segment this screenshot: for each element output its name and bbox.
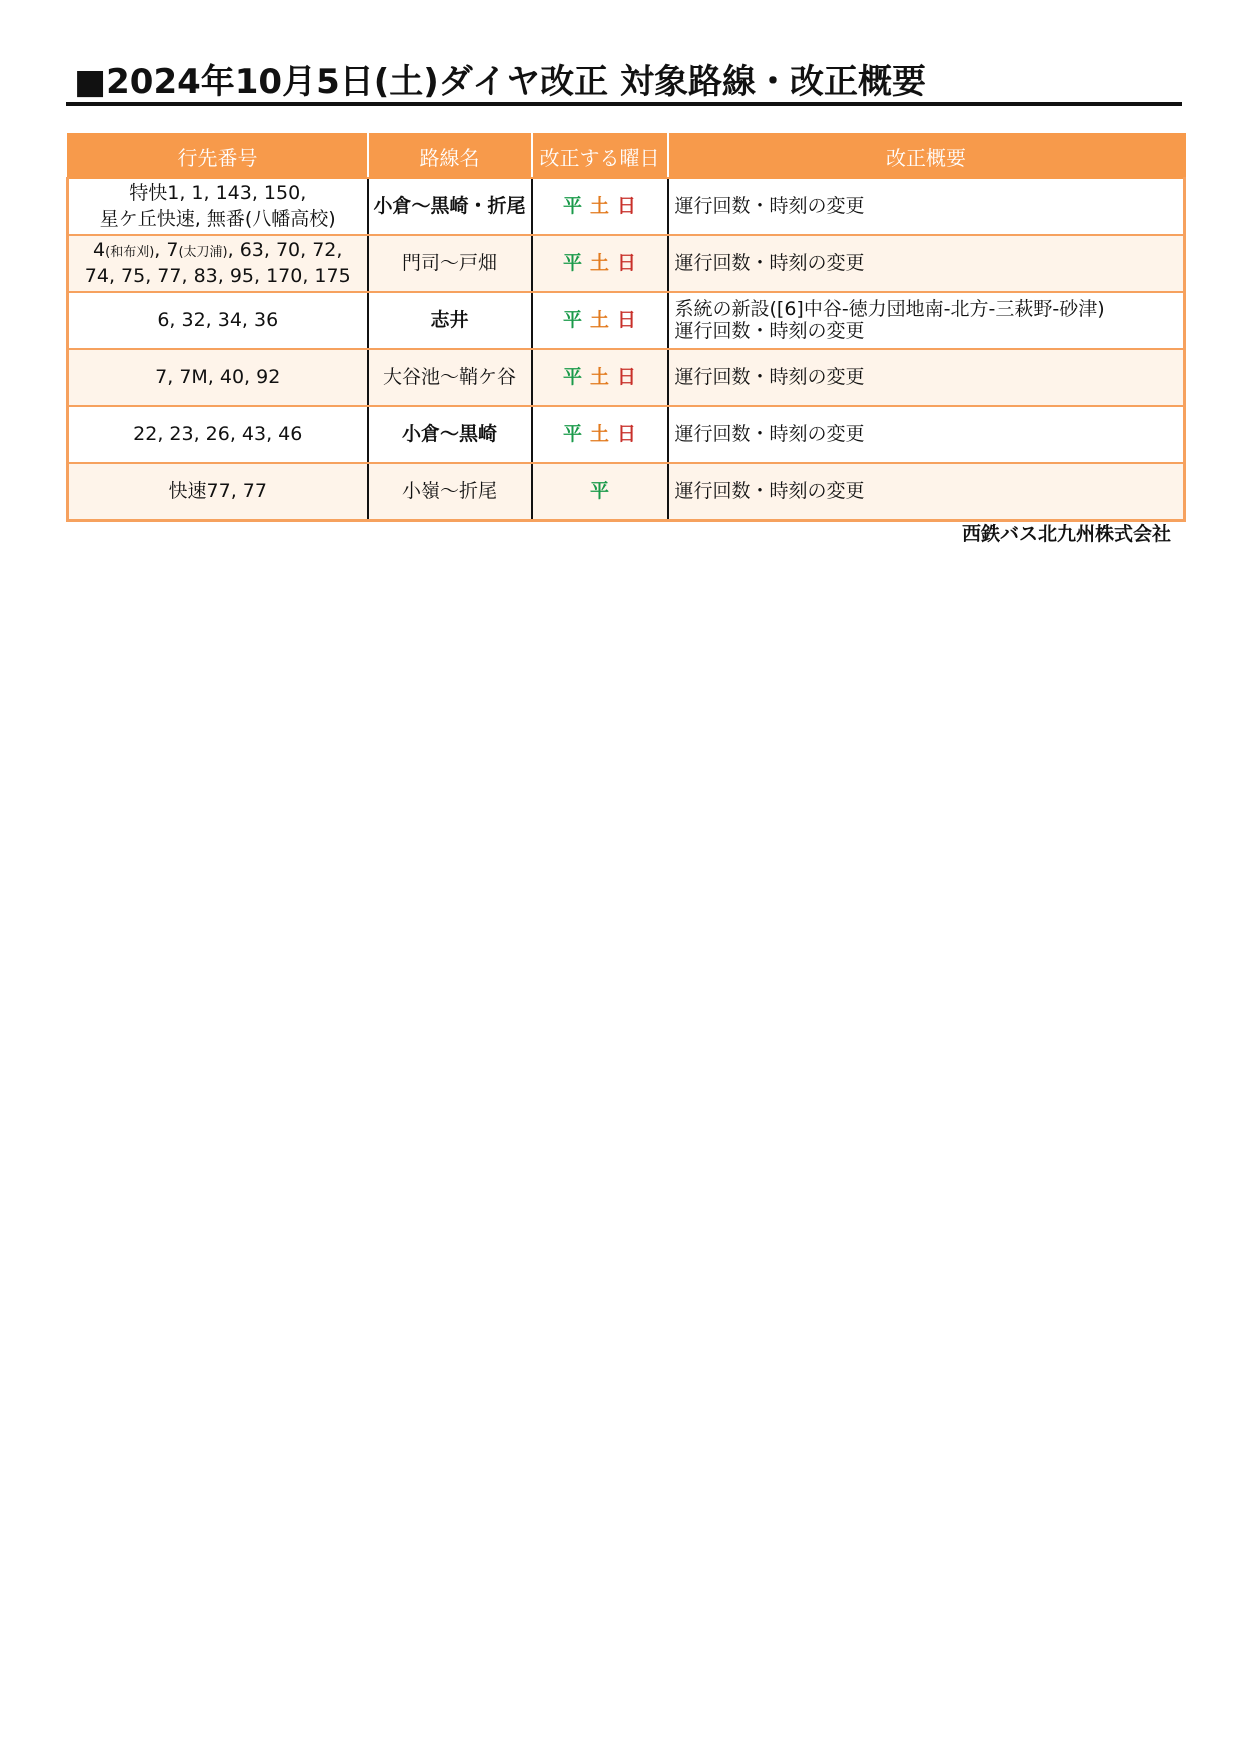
table-row (68, 235, 1185, 292)
summary-line: 運行回数・時刻の変更 (674, 422, 865, 445)
route-number-note: (和布刈) (105, 244, 155, 260)
summary-cell (668, 292, 1185, 349)
route-number-cell: 6, 32, 34, 36 (68, 292, 368, 349)
day-sunday: 日 (617, 194, 637, 217)
day-saturday: 土 (589, 365, 609, 388)
day-saturday: 土 (589, 308, 609, 331)
days-cell (532, 349, 668, 406)
day-weekday: 平 (562, 365, 582, 388)
route-number-cell: 22, 23, 26, 43, 46 (68, 406, 368, 463)
route-name-cell: 小嶺～折尾 (368, 463, 532, 521)
day-weekday: 平 (562, 422, 582, 445)
route-number-cell (68, 178, 368, 235)
route-name-cell: 門司～戸畑 (368, 235, 532, 292)
table-row (68, 463, 1185, 521)
day-saturday: 土 (589, 251, 609, 274)
page-title: ■2024年10月5日(土)ダイヤ改正 対象路線・改正概要 (74, 62, 926, 102)
day-sunday: 日 (617, 422, 637, 445)
route-number-part: , 7 (154, 238, 179, 261)
table-row (68, 349, 1185, 406)
day-saturday: 土 (589, 422, 609, 445)
table-row (68, 406, 1185, 463)
header-route-number: 行先番号 (68, 134, 368, 178)
header-summary: 改正概要 (668, 134, 1185, 178)
summary-line: 運行回数・時刻の変更 (674, 319, 865, 342)
route-number-note: (太刀浦) (178, 244, 228, 260)
route-number-line: 特快1, 1, 143, 150, (129, 181, 307, 204)
summary-cell (668, 463, 1185, 521)
route-number-cell: 快速77, 77 (68, 463, 368, 521)
route-number-part: 4 (93, 238, 106, 261)
title-underline (66, 102, 1182, 106)
day-sunday: 日 (617, 251, 637, 274)
table-header-row (68, 134, 1185, 178)
route-name-cell: 志井 (368, 292, 532, 349)
days-cell (532, 292, 668, 349)
days-cell (532, 178, 668, 235)
summary-cell (668, 406, 1185, 463)
route-number-cell: 7, 7M, 40, 92 (68, 349, 368, 406)
route-number-part: , 63, 70, 72, (227, 238, 343, 261)
days-cell (532, 235, 668, 292)
summary-line: 系統の新設([6]中谷-徳力団地南-北方-三萩野-砂津) (674, 297, 1105, 320)
day-sunday: 日 (617, 365, 637, 388)
day-sunday: 日 (617, 308, 637, 331)
days-cell (532, 463, 668, 521)
summary-line: 運行回数・時刻の変更 (674, 194, 865, 217)
route-name-cell: 小倉～黒崎・折尾 (368, 178, 532, 235)
day-saturday: 土 (589, 194, 609, 217)
company-name: 西鉄バス北九州株式会社 (961, 523, 1171, 545)
summary-cell (668, 235, 1185, 292)
route-name-cell: 小倉～黒崎 (368, 406, 532, 463)
route-number-line (69, 238, 367, 264)
table-row (68, 178, 1185, 235)
summary-cell (668, 349, 1185, 406)
route-number-line: 星ケ丘快速, 無番(八幡高校) (99, 207, 336, 230)
summary-line: 運行回数・時刻の変更 (674, 365, 865, 388)
route-number-line: 74, 75, 77, 83, 95, 170, 175 (84, 264, 351, 287)
day-weekday: 平 (562, 251, 582, 274)
day-weekday: 平 (589, 479, 609, 502)
header-days: 改正する曜日 (532, 134, 668, 178)
day-weekday: 平 (562, 194, 582, 217)
revision-table (66, 133, 1186, 522)
route-number-cell (68, 235, 368, 292)
summary-line: 運行回数・時刻の変更 (674, 251, 865, 274)
day-weekday: 平 (562, 308, 582, 331)
days-cell (532, 406, 668, 463)
route-name-cell: 大谷池～鞘ケ谷 (368, 349, 532, 406)
table-row (68, 292, 1185, 349)
header-route-name: 路線名 (368, 134, 532, 178)
summary-cell (668, 178, 1185, 235)
summary-line: 運行回数・時刻の変更 (674, 479, 865, 502)
